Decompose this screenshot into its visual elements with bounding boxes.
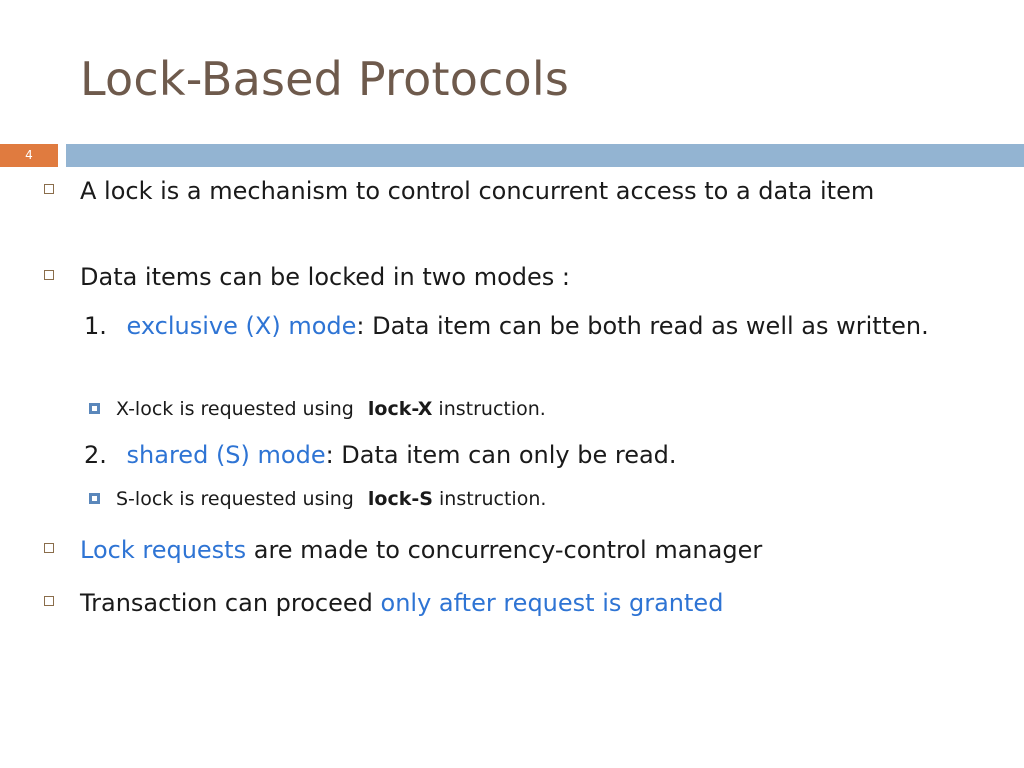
sub-bullet-text-end: instruction. <box>438 398 546 420</box>
filled-square-bullet-icon <box>89 493 100 504</box>
bullet-item-lock-definition <box>80 172 980 210</box>
bullet-text: are made to concurrency-control manager <box>253 536 763 564</box>
sub-bullet-xlock <box>116 394 976 424</box>
numbered-item-exclusive-mode <box>80 307 960 345</box>
sub-bullet-text-end: instruction. <box>439 488 547 510</box>
granted-term: only after request is granted <box>380 589 724 617</box>
bullet-text: Data items can be locked in two modes : <box>80 263 571 291</box>
bullet-item-transaction-proceed <box>80 584 980 622</box>
bullet-item-lock-modes <box>80 258 980 296</box>
sub-bullet-text: S-lock is requested using <box>116 488 354 510</box>
bullet-text: A lock is a mechanism to control concurrent access to a data item <box>80 177 875 205</box>
item-number: 2. <box>84 441 107 469</box>
numbered-item-shared-mode <box>80 436 980 474</box>
lock-requests-term: Lock requests <box>80 536 247 564</box>
item-number: 1. <box>84 312 107 340</box>
title-divider-bar <box>66 144 1024 167</box>
sub-bullet-slock <box>116 484 976 514</box>
lock-s-keyword: lock-S <box>367 488 433 510</box>
item-description: : Data item can be both read as well as written. <box>356 312 929 340</box>
lock-x-keyword: lock-X <box>367 398 433 420</box>
square-bullet-icon <box>44 596 54 606</box>
slide-title: Lock-Based Protocols <box>80 52 570 106</box>
sub-bullet-text: X-lock is requested using <box>116 398 354 420</box>
slide-number-badge: 4 <box>0 144 58 167</box>
square-bullet-icon <box>44 270 54 280</box>
square-bullet-icon <box>44 543 54 553</box>
bullet-item-lock-requests <box>80 531 980 569</box>
item-description: : Data item can only be read. <box>325 441 677 469</box>
exclusive-mode-term: exclusive (X) mode <box>126 312 357 340</box>
shared-mode-term: shared (S) mode <box>126 441 326 469</box>
square-bullet-icon <box>44 184 54 194</box>
filled-square-bullet-icon <box>89 403 100 414</box>
bullet-text: Transaction can proceed <box>80 589 373 617</box>
